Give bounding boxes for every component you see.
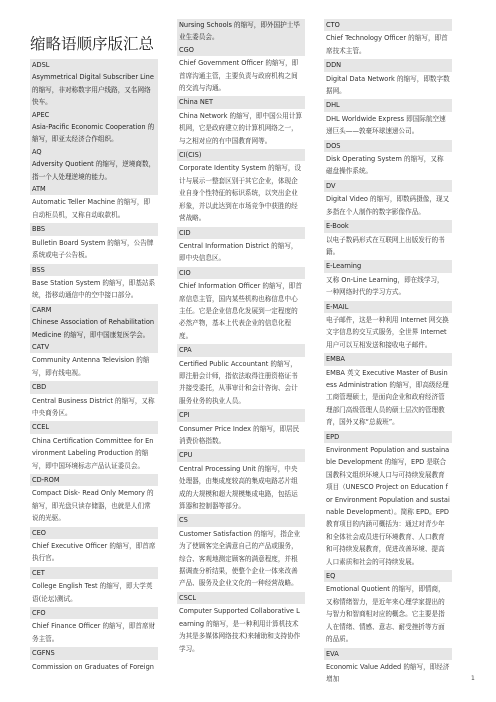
page-number: 1 (471, 675, 475, 682)
glossary-term: CSCL (177, 592, 305, 604)
glossary-entry (177, 267, 305, 344)
glossary-term: E-MAIL (324, 301, 452, 313)
glossary-entry (30, 109, 158, 121)
glossary-entry (177, 19, 305, 44)
glossary-term: CID (177, 227, 305, 239)
glossary-description: Chief Information Officer 的缩写，即首席信息主管，国内某些机构也称信息中心主任。它是企业信息化发展到一定程度的必然产物，基本上代表企业的信息化程度。 (179, 282, 302, 340)
glossary-entry (30, 59, 158, 71)
glossary-term: China NET (177, 96, 305, 108)
glossary-entry (30, 341, 158, 381)
glossary-term: CS (177, 514, 305, 526)
glossary-description: 电子邮件，这是一种利用 Internet 网交换文字信息的交互式服务，全世界 Internet 用户可以互相发送和接收电子邮件。 (326, 315, 449, 349)
glossary-term: CATV (30, 341, 158, 353)
glossary-description: Customer Satisfaction 的缩写，指企业为了使顾客完全满意自己的产品或服务，综合、客观地测定顾客的满意程度，并根据调查分析结果，使整个企业一体来改善产品、服务及企业文化的一种经营战略。 (179, 529, 301, 588)
column-2 (177, 19, 305, 657)
glossary-term: CD-ROM (30, 474, 158, 486)
glossary-entry (30, 264, 158, 304)
glossary-entry (324, 570, 452, 647)
glossary-description: DHL Worldwide Express 即国际航空速递巨头——敦豪环球速递公司。 (326, 114, 446, 136)
glossary-entry (30, 647, 158, 675)
glossary-entry (177, 592, 305, 657)
glossary-description: China Certification Committee for Environment Labeling Production 的缩写，即中国环境标志产品认证委员会。 (32, 436, 154, 470)
glossary-description: Chief Government Officer 的缩写，即首席沟通主管，主要负责与政府机构之间的交流与沟通。 (179, 59, 299, 93)
glossary-entry (177, 96, 305, 149)
glossary-term: BBS (30, 223, 158, 235)
glossary-entry (30, 567, 158, 607)
glossary-term: ADSL (30, 59, 158, 71)
glossary-entry (30, 304, 158, 316)
glossary-entry (30, 527, 158, 567)
glossary-description: Consumer Price Index 的缩写，即居民消费价格指数。 (179, 424, 300, 445)
glossary-description: 又称 On-Line Learning，即在线学习，一种网络时代的学习方式。 (326, 275, 444, 297)
glossary-description: Computer Supported Collaborative Learning 的缩写，是一种利用计算机技术为其是多媒体网络技术)来辅助和支持协作学习。 (179, 607, 301, 653)
glossary-entry (324, 220, 452, 260)
glossary-description: Emotional Quotient 的缩写，即情商，又称情绪智力，是近年来心理学家提出的与智力和智商相对应的概念。它主要是指人在情绪、情感、意志、耐受挫折等方面的品质。 (326, 585, 445, 644)
glossary-entry (177, 409, 305, 449)
glossary-term: EVA (324, 648, 452, 660)
glossary-description: Economic Value Added 的缩写，即经济增加 (326, 662, 450, 684)
glossary-entry (30, 421, 158, 474)
glossary-entry (324, 180, 452, 220)
glossary-term: DOS (324, 140, 452, 152)
glossary-description: College English Test 的缩写，即大学英语(论坛)测试。 (32, 582, 153, 603)
glossary-term: Asymmetrical Digital Subscriber Line 的缩写，非对称数字用户线路，又名网络快车。 (30, 71, 158, 108)
glossary-entry (30, 121, 158, 146)
glossary-term: DV (324, 180, 452, 192)
glossary-entry (324, 140, 452, 180)
glossary-entry (324, 301, 452, 354)
glossary-description: Central Processing Unit 的缩写，中央处理器，由集成度较高的集成电路芯片组成的大规模和超大规模集成电路，包括运算器和控制器等部分。 (179, 464, 298, 511)
glossary-description: Disk Operating System 的缩写，又称磁盘操作系统。 (326, 155, 444, 176)
glossary-term: CARM (30, 304, 158, 316)
glossary-entry (177, 449, 305, 514)
glossary-term: CFO (30, 607, 158, 619)
glossary-description: 以电子数码形式在互联网上出版发行的书籍。 (326, 235, 445, 256)
glossary-entry (30, 607, 158, 647)
glossary-description: Digital Data Network 的缩写，即数字数据网。 (326, 74, 450, 96)
glossary-term: CIO (177, 267, 305, 279)
glossary-entry (177, 514, 305, 591)
glossary-description: China Network 的缩写，即中国公用计算机网，它是政府建立的计算机网络之一，与之相对应的有中国教育网等。 (179, 111, 303, 145)
column-3 (324, 19, 452, 688)
glossary-term: CEO (30, 527, 158, 539)
glossary-term: APEC (30, 109, 158, 121)
glossary-entry (30, 71, 158, 108)
glossary-term: DDN (324, 59, 452, 71)
glossary-description: Base Station System 的缩写，即基站系统，指移动通信中的空中接口部分。 (32, 278, 156, 300)
glossary-entry (30, 146, 158, 158)
glossary-description: Corporate Identity System 的缩写，设计与展示一整套区别于其它企业，体现企业自身个性特征的标识系统，以突出企业形象，并以此达到在市场竞争中获胜的经营战略。 (179, 164, 302, 223)
glossary-entry (30, 474, 158, 527)
glossary-term: BSS (30, 264, 158, 276)
glossary-entry (30, 316, 158, 341)
glossary-description: Central Business District 的缩写，又称中央商务区。 (32, 396, 155, 417)
glossary-entry (324, 19, 452, 59)
glossary-term: EMBA (324, 353, 452, 365)
glossary-term: AQ (30, 146, 158, 158)
glossary-term: CPU (177, 449, 305, 461)
glossary-entry (324, 353, 452, 430)
glossary-term: E-Book (324, 220, 452, 232)
glossary-term: CI(CIS) (177, 149, 305, 161)
glossary-term: Asia-Pacific Economic Cooperation 的缩写，即亚太经济合作组织。 (30, 121, 158, 146)
glossary-term: EQ (324, 570, 452, 582)
glossary-entry (324, 260, 452, 300)
glossary-term: CET (30, 567, 158, 579)
glossary-term: Adversity Quotient 的缩写，逆境商数，指一个人处理逆境的能力。 (30, 158, 158, 183)
glossary-term: ATM (30, 183, 158, 195)
glossary-description: Chief Executive Officer 的缩写，即首席执行官。 (32, 542, 156, 563)
glossary-term: CTO (324, 19, 452, 31)
glossary-description: Certified Public Accountant 的缩写，即注册会计师，指依法取得注册资格证书并接受委托，从事审计和会计咨询、会计服务业务的执业人员。 (179, 359, 298, 405)
column-1 (30, 59, 158, 675)
glossary-description: EMBA 英文 Executive Master of Business Administration 的缩写，即高级经理工商管理硕士，是面向企业和政府经济管理部门高级管理人员的硕士层次的管理教育，国外又称“总裁班”。 (326, 368, 449, 427)
glossary-term: CCEL (30, 421, 158, 433)
glossary-description: Bulletin Board System 的缩写，公告牌系统或电子公告板。 (32, 238, 154, 260)
glossary-entry (30, 381, 158, 421)
glossary-entry (177, 44, 305, 97)
glossary-description: Automatic Teller Machine 的缩写，即自动柜员机，又称自动取款机。 (32, 198, 151, 219)
glossary-entry (324, 59, 452, 99)
glossary-term: CGFNS (30, 647, 158, 659)
glossary-term: CBD (30, 381, 158, 393)
glossary-term: Chinese Association of Rehabilitation Medicine 的缩写，即中国康复医学会。 (30, 316, 158, 341)
glossary-entry (324, 431, 452, 570)
glossary-term: E-Learning (324, 260, 452, 272)
glossary-description: Chief Finance Officer 的缩写，即首席财务主管。 (32, 622, 156, 643)
glossary-description: Central Information District 的缩写，即中央信息区。 (179, 241, 298, 263)
glossary-entry (177, 149, 305, 226)
glossary-description: Compact Disk- Read Only Memory 的缩写，即光盘只读存储器，也就是人们常说的光驱。 (32, 489, 154, 523)
glossary-entry (177, 344, 305, 409)
glossary-description: Digital Video 的缩写，即数码摄像，现又多指在个人制作的数字影像作品。 (326, 195, 450, 216)
glossary-description: Commission on Graduates of Foreign (32, 662, 154, 671)
glossary-term: Nursing Schools 的缩写，即外国护士毕业生委员会。 (177, 19, 305, 44)
glossary-term: CPI (177, 409, 305, 421)
glossary-term: CPA (177, 344, 305, 356)
glossary-entry (324, 99, 452, 139)
glossary-description: Chief Technology Officer 的缩写，即首席技术主管。 (326, 34, 448, 55)
glossary-term: EPD (324, 431, 452, 443)
glossary-entry (30, 158, 158, 183)
glossary-description: Community Antenna Television 的缩写，即有线电视。 (32, 356, 150, 377)
page-title: 缩略语顺序版汇总 (30, 35, 155, 53)
glossary-entry (30, 223, 158, 263)
glossary-term: CGO (177, 44, 305, 56)
glossary-description: Environment Population and sustainable Development 的缩写，EPD 是联合国教科文组织环境人口与可持续发展教育项目（UNESCO Project on Education for Environment Population and sustainable Development）。简称 EPD。EPD 教育项目的内涵可概括为：通过对青少年和全体社会成员进行环境教育、人口教育和可持续发展教育，促进改善环境、提高人口素质和社会的可持续发展。 (326, 446, 450, 566)
glossary-entry (324, 648, 452, 688)
glossary-term: DHL (324, 99, 452, 111)
glossary-entry (30, 183, 158, 223)
glossary-entry (177, 227, 305, 267)
